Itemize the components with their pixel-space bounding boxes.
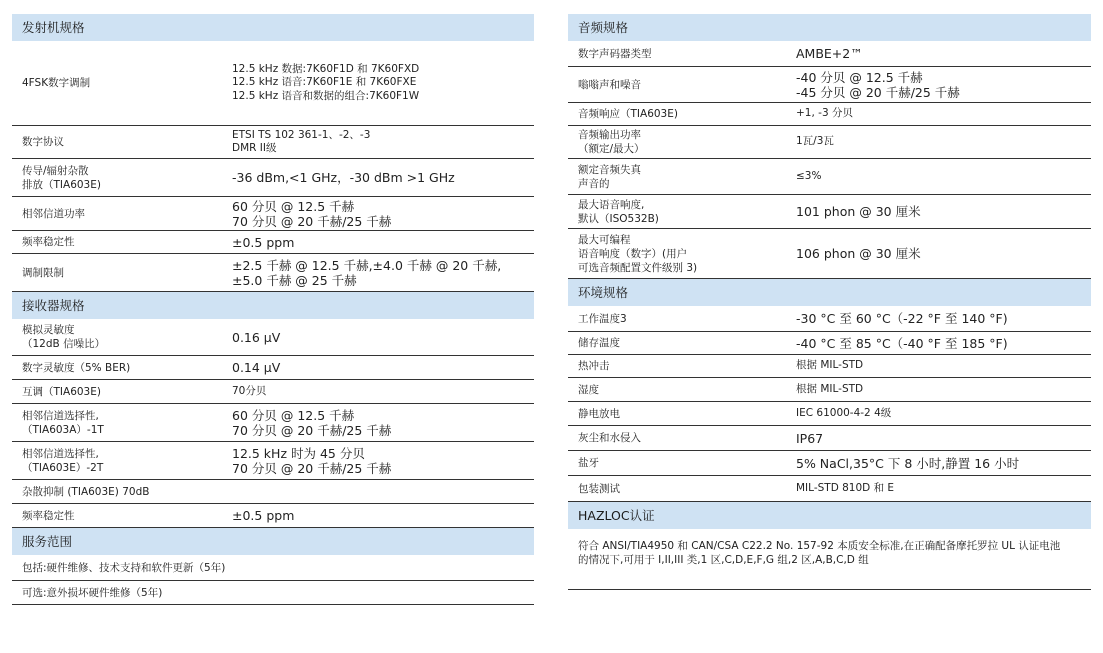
spec-row bbox=[12, 380, 534, 404]
spec-label bbox=[12, 235, 232, 249]
spec-value-line: ±5.0 千赫 @ 25 千赫 bbox=[232, 272, 357, 288]
spec-label-line: 灰尘和水侵入 bbox=[578, 432, 641, 444]
spec-label-line: （TIA603E）-2T bbox=[22, 461, 104, 474]
spec-label bbox=[568, 198, 796, 226]
spec-label-line: 湿度 bbox=[578, 383, 599, 396]
spec-label-line: 4FSK数字调制 bbox=[22, 77, 91, 89]
spec-value-line: 12.5 kHz 时为 45 分贝 bbox=[232, 445, 365, 461]
spec-label-line: 杂散抑制 (TIA603E) 70dB bbox=[22, 485, 150, 498]
spec-row bbox=[12, 504, 534, 528]
spec-value bbox=[796, 482, 894, 496]
spec-value-line: -36 dBm,<1 GHz，-30 dBm >1 GHz bbox=[232, 170, 455, 185]
spec-label bbox=[568, 431, 796, 445]
left-column bbox=[12, 14, 534, 605]
spec-value-line: IEC 61000-4-2 4级 bbox=[796, 406, 892, 419]
spec-label-line: 数字灵敏度（5% BER) bbox=[22, 361, 131, 374]
spec-label-line: 语音响度（数字）(用户 bbox=[578, 247, 688, 260]
spec-row bbox=[12, 254, 534, 292]
spec-value-line: 根据 MIL-STD bbox=[796, 382, 864, 395]
spec-value bbox=[796, 383, 863, 397]
spec-label-line: 包装测试 bbox=[578, 482, 620, 495]
spec-value-line: DMR II级 bbox=[232, 142, 277, 154]
spec-label bbox=[12, 409, 232, 437]
spec-row bbox=[568, 476, 1091, 502]
spec-value bbox=[232, 330, 280, 345]
spec-value bbox=[232, 63, 419, 104]
spec-label bbox=[568, 78, 796, 92]
spec-label bbox=[568, 233, 796, 275]
spec-label-line: 模拟灵敏度 bbox=[22, 324, 75, 336]
spec-row bbox=[568, 378, 1091, 402]
spec-label-line: 声音的 bbox=[578, 177, 610, 190]
right-column bbox=[568, 14, 1091, 590]
spec-value-line: 101 phon @ 30 厘米 bbox=[796, 204, 921, 219]
spec-label bbox=[568, 383, 796, 397]
spec-value-line: ±2.5 千赫 @ 12.5 千赫,±4.0 千赫 @ 20 千赫, bbox=[232, 257, 502, 273]
spec-value bbox=[796, 70, 960, 100]
spec-label-line: 数字声码器类型 bbox=[578, 47, 652, 60]
spec-row bbox=[568, 355, 1091, 378]
spec-value bbox=[796, 311, 1008, 326]
spec-row bbox=[568, 103, 1091, 126]
spec-value bbox=[796, 431, 823, 446]
spec-label bbox=[12, 509, 232, 523]
spec-row bbox=[12, 404, 534, 442]
spec-value bbox=[796, 246, 921, 261]
spec-value bbox=[796, 170, 821, 184]
spec-value-line: 0.14 μV bbox=[232, 360, 281, 375]
spec-label-line: 相邻信道功率 bbox=[22, 207, 85, 220]
transmitter-section bbox=[12, 14, 534, 292]
spec-label bbox=[12, 76, 232, 90]
spec-value bbox=[232, 385, 266, 399]
environment-section bbox=[568, 279, 1091, 502]
spec-value-line: 5% NaCl,35°C 下 8 小时,静置 16 小时 bbox=[796, 455, 1020, 471]
spec-label bbox=[12, 266, 232, 280]
spec-label bbox=[12, 561, 232, 575]
spec-value bbox=[796, 407, 891, 421]
spec-value bbox=[796, 456, 1019, 471]
spec-row bbox=[568, 159, 1091, 195]
spec-label bbox=[568, 47, 796, 61]
spec-value-line: -30 °C 至 60 °C（-22 °F 至 140 °F) bbox=[796, 311, 1008, 326]
spec-label bbox=[12, 385, 232, 399]
spec-row bbox=[12, 356, 534, 380]
spec-label-line: 音频响应（TIA603E) bbox=[578, 108, 678, 120]
spec-value bbox=[232, 199, 391, 229]
spec-value-line: ETSI TS 102 361-1、-2、-3 bbox=[232, 128, 371, 141]
spec-value-line: 70 分贝 @ 20 千赫/25 千赫 bbox=[232, 213, 392, 229]
spec-label bbox=[568, 482, 796, 496]
spec-label-line: 可选音频配置文件级别 3) bbox=[578, 261, 698, 274]
spec-row bbox=[12, 231, 534, 254]
spec-value-line: ±0.5 ppm bbox=[232, 508, 295, 523]
spec-label-line: 工作温度3 bbox=[578, 312, 627, 325]
spec-row bbox=[568, 126, 1091, 159]
spec-label-line: 频率稳定性 bbox=[22, 236, 75, 248]
spec-row bbox=[568, 229, 1091, 279]
spec-label-line: 储存温度 bbox=[578, 337, 620, 349]
spec-value-line: 根据 MIL-STD bbox=[796, 359, 864, 372]
spec-value-line: -40 分贝 @ 12.5 千赫 bbox=[796, 69, 923, 85]
spec-row bbox=[568, 195, 1091, 229]
spec-value bbox=[796, 107, 853, 121]
spec-label-line: 额定音频失真 bbox=[578, 163, 641, 176]
spec-value bbox=[796, 135, 834, 149]
hazloc-text-line: 的情况下,可用于 I,II,III 类,1 区,C,D,E,F,G 组,2 区,A,B,C,D 组 bbox=[578, 554, 869, 566]
spec-row bbox=[12, 480, 534, 504]
spec-label-line: 传导/辐射杂散 bbox=[22, 164, 89, 177]
spec-label-line: 默认（ISO532B) bbox=[578, 212, 659, 225]
spec-label bbox=[568, 456, 796, 470]
spec-label bbox=[568, 107, 796, 121]
spec-value-line: 12.5 kHz 语音和数据的组合:7K60F1W bbox=[232, 89, 420, 102]
spec-value-line: 70分贝 bbox=[232, 384, 267, 397]
spec-label-line: 频率稳定性 bbox=[22, 509, 75, 522]
audio-section bbox=[568, 14, 1091, 279]
spec-row bbox=[568, 451, 1091, 476]
spec-label bbox=[568, 359, 796, 373]
spec-label-line: 可选:意外损坏硬件维修（5年) bbox=[22, 586, 163, 599]
spec-label-line: 调制限制 bbox=[22, 266, 64, 279]
spec-label-line: 数字协议 bbox=[22, 136, 64, 148]
spec-value bbox=[796, 359, 863, 373]
spec-label bbox=[12, 207, 232, 221]
spec-value bbox=[796, 204, 921, 219]
spec-row bbox=[12, 126, 534, 159]
spec-row bbox=[12, 442, 534, 480]
spec-value-line: -40 °C 至 85 °C（-40 °F 至 185 °F) bbox=[796, 335, 1008, 351]
spec-value-line: MIL-STD 810D 和 E bbox=[796, 481, 895, 494]
spec-value-line: 106 phon @ 30 厘米 bbox=[796, 246, 921, 261]
spec-label-line: 相邻信道选择性, bbox=[22, 409, 99, 422]
spec-label bbox=[12, 323, 232, 351]
spec-value bbox=[232, 258, 501, 288]
spec-label bbox=[12, 586, 232, 600]
spec-label-line: 音频输出功率 bbox=[578, 129, 641, 141]
spec-value-line: 1瓦/3瓦 bbox=[796, 135, 834, 148]
spec-row bbox=[568, 41, 1091, 67]
spec-value bbox=[232, 129, 370, 156]
spec-value-line: AMBE+2™ bbox=[796, 46, 863, 61]
spec-value-line: +1, -3 分贝 bbox=[796, 107, 853, 120]
spec-value-line: 12.5 kHz 语音:7K60F1E 和 7K60FXE bbox=[232, 76, 417, 89]
spec-value bbox=[232, 170, 455, 185]
spec-label-line: 包括:硬件维修、技术支持和软件更新（5年) bbox=[22, 561, 226, 574]
spec-row bbox=[568, 402, 1091, 426]
spec-value-line: 70 分贝 @ 20 千赫/25 千赫 bbox=[232, 460, 392, 476]
spec-value-line: 12.5 kHz 数据:7K60F1D 和 7K60FXD bbox=[232, 62, 420, 75]
hazloc-section bbox=[568, 502, 1091, 590]
spec-value-line: 60 分贝 @ 12.5 千赫 bbox=[232, 407, 355, 423]
spec-row bbox=[568, 67, 1091, 103]
spec-label-line: （12dB 信噪比） bbox=[22, 338, 106, 350]
spec-row bbox=[568, 426, 1091, 451]
spec-value-line: ≤3% bbox=[796, 169, 822, 182]
spec-label-line: 最大可编程 bbox=[578, 233, 631, 246]
environment-header: 环境规格 bbox=[568, 279, 1091, 306]
spec-row bbox=[12, 197, 534, 231]
spec-label bbox=[568, 336, 796, 350]
hazloc-text-line: 符合 ANSI/TIA4950 和 CAN/CSA C22.2 No. 157-92 本质安全标准,在正确配备摩托罗拉 UL 认证电池 bbox=[578, 540, 1061, 552]
spec-label-line: 静电放电 bbox=[578, 407, 620, 420]
spec-label-line: 排放（TIA603E) bbox=[22, 178, 101, 191]
spec-value bbox=[796, 46, 863, 61]
spec-row bbox=[12, 581, 534, 605]
spec-label bbox=[568, 407, 796, 421]
audio-header: 音频规格 bbox=[568, 14, 1091, 41]
spec-value bbox=[232, 408, 391, 438]
spec-value-line: 0.16 μV bbox=[232, 329, 281, 345]
spec-label bbox=[568, 163, 796, 191]
spec-row bbox=[12, 159, 534, 197]
spec-row bbox=[12, 41, 534, 126]
receiver-section bbox=[12, 292, 534, 528]
hazloc-text bbox=[568, 529, 1091, 567]
spec-label-line: 互调（TIA603E) bbox=[22, 385, 101, 398]
spec-value bbox=[796, 336, 1008, 351]
spec-label bbox=[12, 485, 232, 499]
spec-label bbox=[12, 361, 232, 375]
spec-value bbox=[232, 508, 294, 523]
spec-value bbox=[232, 360, 280, 375]
spec-label-line: 盐牙 bbox=[578, 457, 599, 469]
spec-label bbox=[568, 312, 796, 326]
spec-row bbox=[12, 319, 534, 356]
spec-value-line: IP67 bbox=[796, 430, 824, 446]
spec-value-line: -45 分贝 @ 20 千赫/25 千赫 bbox=[796, 84, 960, 100]
service-section bbox=[12, 528, 534, 605]
receiver-header: 接收器规格 bbox=[12, 292, 534, 319]
spec-value bbox=[232, 446, 391, 476]
spec-label-line: 热冲击 bbox=[578, 360, 610, 372]
spec-label bbox=[12, 447, 232, 475]
spec-value bbox=[232, 235, 294, 250]
spec-row bbox=[568, 332, 1091, 355]
service-header: 服务范围 bbox=[12, 528, 534, 555]
spec-label bbox=[12, 164, 232, 192]
spec-row bbox=[568, 306, 1091, 332]
spec-label-line: （额定/最大） bbox=[578, 143, 645, 155]
spec-label-line: 最大语音响度, bbox=[578, 198, 645, 211]
spec-value-line: 70 分贝 @ 20 千赫/25 千赫 bbox=[232, 422, 392, 438]
transmitter-header: 发射机规格 bbox=[12, 14, 534, 41]
hazloc-header: HAZLOC认证 bbox=[568, 502, 1091, 529]
spec-value-line: 60 分贝 @ 12.5 千赫 bbox=[232, 198, 355, 214]
spec-label bbox=[568, 128, 796, 156]
spec-row bbox=[12, 555, 534, 581]
spec-label-line: 相邻信道选择性, bbox=[22, 447, 99, 460]
spec-label-line: 嗡嗡声和噪音 bbox=[578, 78, 641, 91]
hazloc-divider bbox=[568, 589, 1091, 590]
spec-label-line: （TIA603A）-1T bbox=[22, 423, 104, 436]
spec-label bbox=[12, 135, 232, 149]
spec-value-line: ±0.5 ppm bbox=[232, 234, 295, 250]
